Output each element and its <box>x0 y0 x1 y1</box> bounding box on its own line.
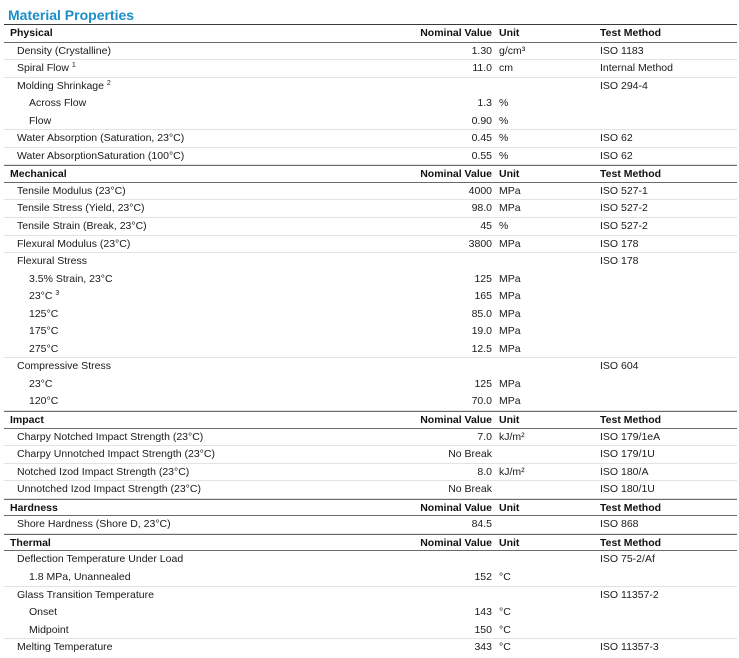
nominal-value: No Break <box>448 483 492 496</box>
test-method: ISO 178 <box>600 237 639 250</box>
property-label: Flexural Modulus (23°C) <box>17 237 131 250</box>
property-label: Deflection Temperature Under Load <box>17 553 184 566</box>
test-method: ISO 179/1eA <box>600 430 661 443</box>
property-label: 125°C <box>29 307 59 320</box>
table-row <box>4 341 737 359</box>
column-header-test-method: Test Method <box>600 27 662 39</box>
unit: MPa <box>499 395 521 408</box>
nominal-value: 152 <box>474 570 492 583</box>
test-method: ISO 527-1 <box>600 184 648 197</box>
property-label: Melting Temperature <box>17 641 113 654</box>
property-name <box>17 78 111 95</box>
column-header-unit: Unit <box>499 536 520 549</box>
property-name <box>17 639 113 656</box>
property-name <box>17 218 147 235</box>
property-label: Midpoint <box>29 623 69 636</box>
table-row <box>4 43 737 61</box>
table-row <box>4 639 737 657</box>
column-header-test-method: Test Method <box>600 168 662 181</box>
property-label: Charpy Notched Impact Strength (23°C) <box>17 430 204 443</box>
property-name <box>17 481 201 498</box>
test-method: ISO 11357-3 <box>600 641 659 654</box>
page-title: Material Properties <box>4 6 737 25</box>
nominal-value: 19.0 <box>471 325 492 338</box>
nominal-value: 143 <box>474 606 492 619</box>
properties-table <box>4 25 737 657</box>
section-header-hardness <box>4 499 737 517</box>
table-row <box>4 446 737 464</box>
property-label: Glass Transition Temperature <box>17 588 154 601</box>
property-name <box>17 148 184 165</box>
section-header-physical <box>4 25 737 43</box>
table-row <box>4 306 737 324</box>
table-row <box>4 464 737 482</box>
unit: °C <box>499 623 511 636</box>
property-name <box>17 236 130 253</box>
property-name <box>29 271 113 288</box>
property-name <box>17 253 87 270</box>
test-method: ISO 180/A <box>600 465 649 478</box>
property-name <box>17 429 203 446</box>
property-label: 3.5% Strain, 23°C <box>29 272 113 285</box>
nominal-value: 125 <box>474 377 492 390</box>
property-name <box>29 393 58 410</box>
nominal-value: 45 <box>480 220 492 233</box>
property-label: 120°C <box>29 395 59 408</box>
unit: % <box>499 114 509 127</box>
test-method: ISO 1183 <box>600 44 644 57</box>
nominal-value: 12.5 <box>471 342 492 355</box>
property-name <box>17 587 154 604</box>
nominal-value: 4000 <box>468 184 492 197</box>
table-row <box>4 622 737 640</box>
test-method: ISO 178 <box>600 255 639 268</box>
test-method: ISO 179/1U <box>600 448 655 461</box>
unit: °C <box>499 606 511 619</box>
nominal-value: 70.0 <box>471 395 492 408</box>
property-name <box>17 200 145 217</box>
property-label: 1.8 MPa, Unannealed <box>29 570 131 583</box>
nominal-value: 1.30 <box>471 44 492 57</box>
test-method: ISO 527-2 <box>600 220 648 233</box>
property-label: Across Flow <box>29 97 87 110</box>
column-header-unit: Unit <box>499 27 520 39</box>
section-header-impact <box>4 411 737 429</box>
property-label: Tensile Strain (Break, 23°C) <box>17 220 147 233</box>
nominal-value: 0.55 <box>471 149 492 162</box>
table-row <box>4 587 737 605</box>
unit: MPa <box>499 342 521 355</box>
property-label: Charpy Unnotched Impact Strength (23°C) <box>17 448 215 461</box>
nominal-value: 343 <box>474 641 492 654</box>
nominal-value: 1.3 <box>477 97 492 110</box>
property-name <box>29 113 51 130</box>
test-method: ISO 62 <box>600 132 633 145</box>
unit: MPa <box>499 325 521 338</box>
table-row <box>4 236 737 254</box>
test-method: Internal Method <box>600 62 673 75</box>
nominal-value: 0.45 <box>471 132 492 145</box>
nominal-value: 150 <box>474 623 492 636</box>
property-name <box>29 341 58 358</box>
section-title: Thermal <box>10 536 51 549</box>
table-row <box>4 604 737 622</box>
property-label: Notched Izod Impact Strength (23°C) <box>17 465 190 478</box>
column-header-unit: Unit <box>499 414 520 427</box>
test-method: ISO 180/1U <box>600 483 655 496</box>
unit: cm <box>499 62 513 75</box>
property-name <box>17 183 126 200</box>
table-row <box>4 429 737 447</box>
table-row <box>4 569 737 587</box>
test-method: ISO 294-4 <box>600 79 648 92</box>
section-title: Impact <box>10 414 44 427</box>
table-row <box>4 376 737 394</box>
footnote-marker: 1 <box>71 62 76 70</box>
test-method: ISO 62 <box>600 149 633 162</box>
column-header-value: Nominal Value <box>420 501 492 514</box>
property-name <box>17 516 171 533</box>
property-name <box>29 306 58 323</box>
property-label: Water AbsorptionSaturation (100°C) <box>17 149 185 162</box>
property-name <box>29 622 69 639</box>
table-row <box>4 200 737 218</box>
table-row <box>4 393 737 411</box>
table-row <box>4 551 737 569</box>
column-header-value: Nominal Value <box>420 168 492 181</box>
property-name <box>29 323 58 340</box>
property-label: Shore Hardness (Shore D, 23°C) <box>17 518 171 531</box>
table-row <box>4 288 737 306</box>
test-method: ISO 868 <box>600 518 639 531</box>
property-label: Onset <box>29 606 58 619</box>
property-name <box>29 569 131 586</box>
nominal-value: 11.0 <box>472 62 492 75</box>
table-row <box>4 148 737 166</box>
unit: °C <box>499 641 511 654</box>
nominal-value: 85.0 <box>471 307 492 320</box>
test-method: ISO 527-2 <box>600 202 648 215</box>
column-header-value: Nominal Value <box>420 414 492 427</box>
property-name <box>17 43 111 60</box>
nominal-value: 165 <box>474 290 492 303</box>
unit: % <box>499 220 509 233</box>
unit: MPa <box>499 290 521 303</box>
property-name <box>17 464 189 481</box>
column-header-value: Nominal Value <box>420 27 492 39</box>
table-row <box>4 60 737 78</box>
unit: g/cm³ <box>499 44 526 57</box>
property-name <box>17 60 76 77</box>
property-label: Molding Shrinkage <box>17 79 104 92</box>
table-row <box>4 323 737 341</box>
section-header-thermal <box>4 534 737 552</box>
unit: MPa <box>499 377 521 390</box>
table-row <box>4 271 737 289</box>
nominal-value: 0.90 <box>471 114 492 127</box>
test-method: ISO 75-2/Af <box>600 553 655 566</box>
test-method: ISO 11357-2 <box>600 588 659 601</box>
table-row <box>4 113 737 131</box>
nominal-value: 84.5 <box>471 518 492 531</box>
unit: % <box>499 149 509 162</box>
table-row <box>4 78 737 96</box>
nominal-value: 3800 <box>468 237 492 250</box>
table-row <box>4 358 737 376</box>
column-header-test-method: Test Method <box>600 501 662 514</box>
footnote-marker: 3 <box>55 290 60 298</box>
column-header-test-method: Test Method <box>600 414 662 427</box>
nominal-value: No Break <box>448 448 492 461</box>
property-label: Spiral Flow <box>17 62 69 75</box>
property-name <box>29 95 86 112</box>
property-name <box>29 604 57 621</box>
nominal-value: 7.0 <box>477 430 492 443</box>
column-header-unit: Unit <box>499 168 520 181</box>
column-header-value: Nominal Value <box>420 536 492 549</box>
property-label: Density (Crystalline) <box>17 44 111 57</box>
nominal-value: 8.0 <box>477 465 492 478</box>
unit: kJ/m² <box>499 465 525 478</box>
column-header-unit: Unit <box>499 501 520 514</box>
property-label: Flow <box>29 114 52 127</box>
property-name <box>29 376 52 393</box>
unit: °C <box>499 570 511 583</box>
unit: MPa <box>499 184 521 197</box>
table-row <box>4 183 737 201</box>
nominal-value: 125 <box>474 272 492 285</box>
unit: MPa <box>499 202 521 215</box>
property-name <box>17 358 111 375</box>
property-name <box>17 130 184 147</box>
property-label: 275°C <box>29 342 59 355</box>
unit: % <box>499 132 509 145</box>
property-label: Unnotched Izod Impact Strength (23°C) <box>17 483 201 496</box>
property-label: Water Absorption (Saturation, 23°C) <box>17 132 185 145</box>
table-row <box>4 95 737 113</box>
section-title: Physical <box>10 27 53 39</box>
nominal-value: 98.0 <box>471 202 492 215</box>
unit: kJ/m² <box>499 430 525 443</box>
table-row <box>4 130 737 148</box>
unit: MPa <box>499 237 521 250</box>
property-label: 23°C <box>29 290 53 303</box>
property-label: Compressive Stress <box>17 360 111 373</box>
table-row <box>4 253 737 271</box>
column-header-test-method: Test Method <box>600 536 662 549</box>
property-name <box>17 446 215 463</box>
property-label: 175°C <box>29 325 59 338</box>
footnote-marker: 2 <box>106 79 111 87</box>
property-label: Tensile Stress (Yield, 23°C) <box>17 202 145 215</box>
property-name <box>17 551 183 568</box>
table-row <box>4 516 737 534</box>
table-row <box>4 481 737 499</box>
unit: MPa <box>499 307 521 320</box>
unit: % <box>499 97 509 110</box>
property-label: Flexural Stress <box>17 255 88 268</box>
table-row <box>4 218 737 236</box>
test-method: ISO 604 <box>600 360 639 373</box>
section-title: Hardness <box>10 501 58 514</box>
property-label: 23°C <box>29 377 53 390</box>
property-name <box>29 288 59 305</box>
section-header-mechanical <box>4 165 737 183</box>
property-label: Tensile Modulus (23°C) <box>17 184 126 197</box>
section-title: Mechanical <box>10 168 67 181</box>
unit: MPa <box>499 272 521 285</box>
material-properties-sheet <box>4 0 737 657</box>
